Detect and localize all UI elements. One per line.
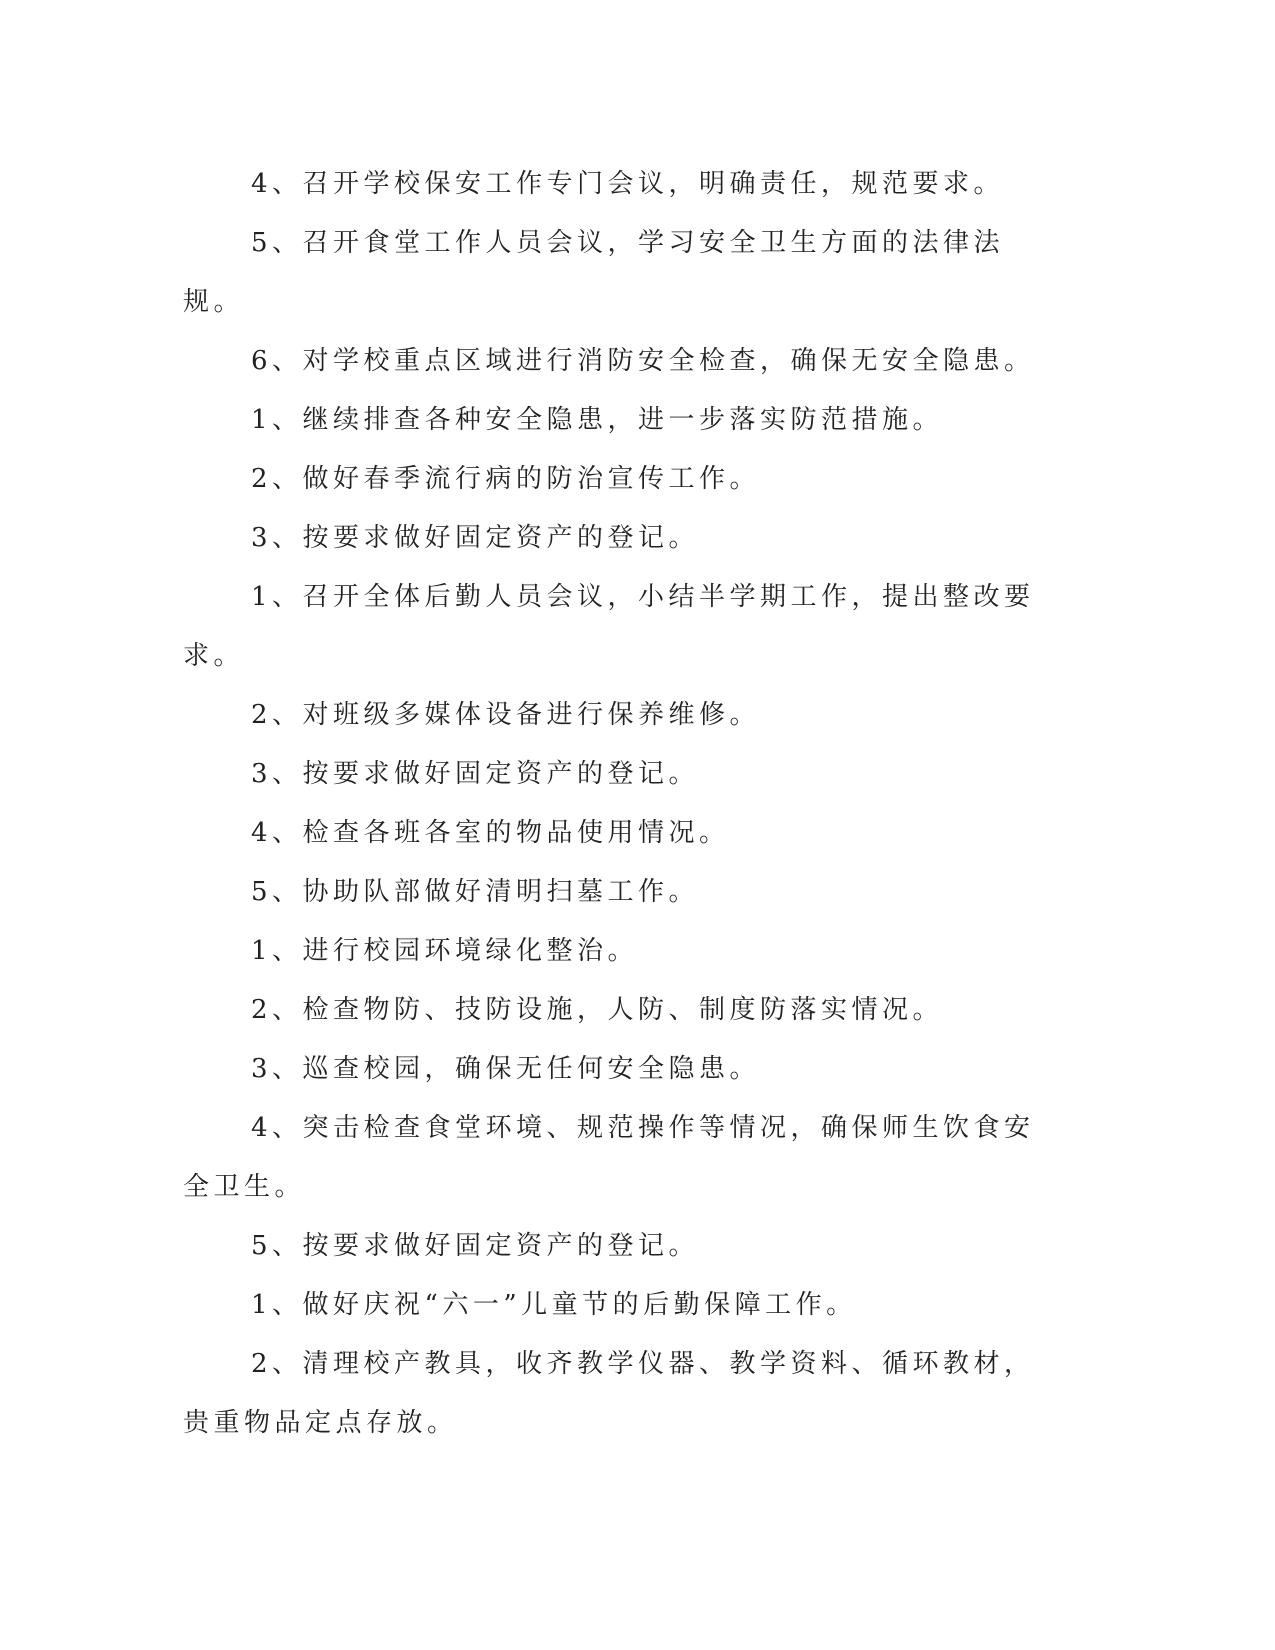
paragraph: 2、清理校产教具，收齐教学仪器、教学资料、循环教材，贵重物品定点存放。 [183,1349,1035,1438]
paragraph: 5、召开食堂工作人员会议，学习安全卫生方面的法律法规。 [183,228,1005,317]
paragraph: 2、做好春季流行病的防治宣传工作。 [251,464,761,494]
paragraph: 2、检查物防、技防设施，人防、制度防落实情况。 [251,995,944,1025]
paragraph: 1、继续排查各种安全隐患，进一步落实防范措施。 [251,405,944,435]
paragraph: 2、对班级多媒体设备进行保养维修。 [251,700,761,730]
paragraph: 5、协助队部做好清明扫墓工作。 [251,877,700,907]
paragraph: 6、对学校重点区域进行消防安全检查，确保无安全隐患。 [251,346,1035,376]
document-body [183,155,1053,1453]
paragraph: 1、进行校园环境绿化整治。 [251,936,639,966]
paragraph: 1、做好庆祝“六一”儿童节的后勤保障工作。 [251,1290,857,1320]
paragraph: 4、召开学校保安工作专门会议，明确责任，规范要求。 [251,169,1005,199]
paragraph: 1、召开全体后勤人员会议，小结半学期工作，提出整改要求。 [183,582,1035,671]
paragraph: 4、突击检查食堂环境、规范操作等情况，确保师生饮食安全卫生。 [183,1113,1035,1202]
paragraph: 3、按要求做好固定资产的登记。 [251,523,700,553]
paragraph: 4、检查各班各室的物品使用情况。 [251,818,730,848]
paragraph: 3、按要求做好固定资产的登记。 [251,759,700,789]
paragraph: 3、巡查校园，确保无任何安全隐患。 [251,1054,761,1084]
paragraph: 5、按要求做好固定资产的登记。 [251,1231,700,1261]
